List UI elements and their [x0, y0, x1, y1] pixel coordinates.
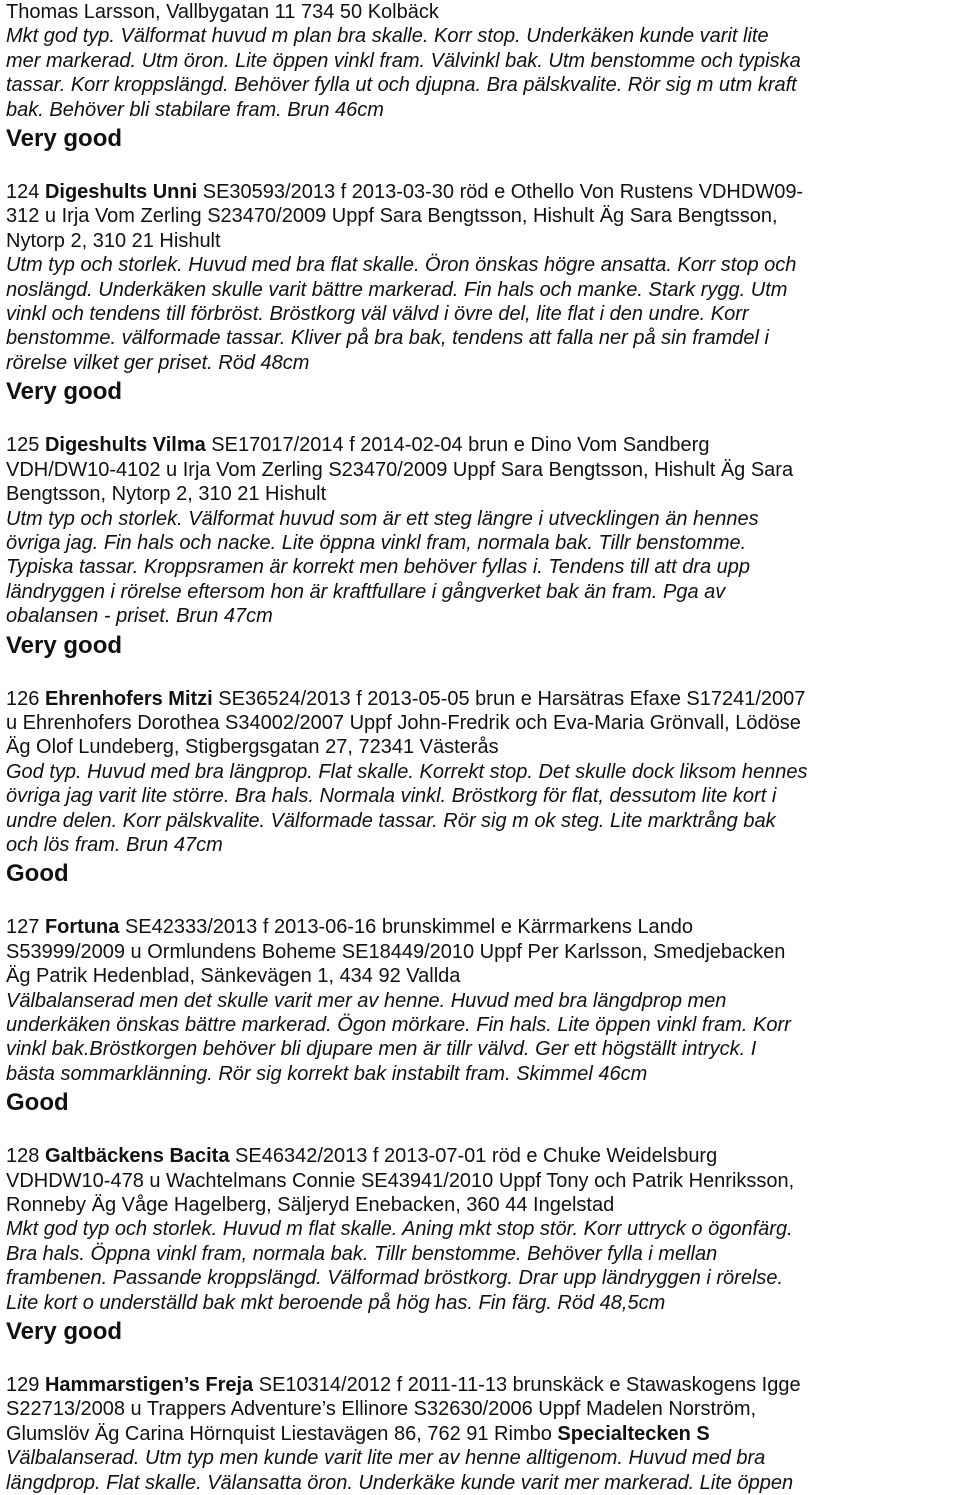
- dog-name: Digeshults Vilma: [44, 434, 206, 457]
- entry-header-line: [6, 1144, 954, 1168]
- grade: Very good: [6, 1318, 123, 1346]
- critique-line: övriga jag varit lite större. Bra hals. Normala vinkl. Bröstkorg för flat, dessutom lite kort i: [6, 785, 777, 808]
- pedigree-line: Bengtsson, Nytorp 2, 310 21 Hishult: [6, 483, 327, 506]
- critique-line: Välbalanserad men det skulle varit mer av henne. Huvud med bra längdprop men: [6, 989, 727, 1012]
- grade: Very good: [6, 125, 123, 153]
- dog-name: Galtbäckens Bacita: [44, 1145, 230, 1168]
- critique-line: och lös fram. Brun 47cm: [6, 833, 223, 856]
- registration-info: SE30593/2013 f 2013-03-30 röd e Othello Von Rustens VDHDW09-: [202, 181, 804, 204]
- entry-number: 125: [6, 434, 40, 457]
- critique-line: Mkt god typ och storlek. Huvud m flat skalle. Aning mkt stop stör. Korr uttryck o ögonfärg.: [6, 1218, 793, 1241]
- pedigree-line: Ronneby Äg Våge Hagelberg, Säljeryd Enebacken, 360 44 Ingelstad: [6, 1194, 615, 1217]
- pedigree-line: S22713/2008 u Trappers Adventure’s Ellinore S32630/2006 Uppf Madelen Norström,: [6, 1398, 757, 1421]
- critique-line: Mkt god typ. Välformat huvud m plan bra skalle. Korr stop. Underkäken kunde varit lite: [6, 25, 769, 48]
- critique-line: övriga jag. Fin hals och nacke. Lite öppna vinkl fram, normala bak. Tillr benstomme.: [6, 531, 747, 554]
- special-mark: Specialtecken S: [557, 1422, 710, 1445]
- entry-129: [6, 1373, 954, 1495]
- pedigree-line: Nytorp 2, 310 21 Hishult: [6, 229, 221, 252]
- entry-number: 128: [6, 1145, 40, 1168]
- grade: Good: [6, 1089, 69, 1117]
- entry-number: 124: [6, 181, 40, 204]
- critique-line: Typiska tassar. Kroppsramen är korrekt men behöver fyllas i. Tendens till att dra upp: [6, 556, 751, 579]
- entry-header-line: [6, 433, 954, 457]
- registration-info: SE17017/2014 f 2014-02-04 brun e Dino Vom Sandberg: [211, 434, 710, 457]
- critique-line: rörelse vilket ger priset. Röd 48cm: [6, 351, 310, 374]
- pedigree-line: Äg Patrik Hedenblad, Sänkevägen 1, 434 92 Vallda: [6, 965, 461, 988]
- grade: Good: [6, 860, 69, 888]
- registration-info: SE36524/2013 f 2013-05-05 brun e Harsätras Efaxe S17241/2007: [218, 687, 806, 710]
- entry-header-line: [6, 180, 954, 204]
- registration-info: SE42333/2013 f 2013-06-16 brunskimmel e Kärrmarkens Lando: [124, 916, 694, 939]
- critique-line: underkäken önskas bättre markerad. Ögon mörkare. Fin hals. Lite öppen vinkl fram. Korr: [6, 1014, 791, 1036]
- critique-line: God typ. Huvud med bra längprop. Flat skalle. Korrekt stop. Det skulle dock liksom hennes: [6, 760, 808, 783]
- critique-line: Lite kort o underställd bak mkt beroende på hög has. Fin färg. Röd 48,5cm: [6, 1291, 666, 1314]
- critique-line: bak. Behöver bli stabilare fram. Brun 46cm: [6, 98, 384, 121]
- pedigree-line: VDHDW10-478 u Wachtelmans Connie SE43941/2010 Uppf Tony och Patrik Henriksson,: [6, 1169, 795, 1192]
- critique-line: tassar. Korr kroppslängd. Behöver fylla ut och djupna. Bra pälskvalite. Rör sig m utm kraft: [6, 74, 797, 97]
- dog-name: Digeshults Unni: [44, 181, 198, 204]
- critique-line: längdprop. Flat skalle. Välansatta öron. Underkäke kunde varit mer markerad. Lite öppen: [6, 1471, 794, 1494]
- grade: Very good: [6, 378, 123, 406]
- registration-info: SE46342/2013 f 2013-07-01 röd e Chuke Weidelsburg: [235, 1145, 718, 1168]
- dog-name: Ehrenhofers Mitzi: [44, 687, 213, 710]
- owner-text: Glumslöv Äg Carina Hörnquist Liestavägen 86, 762 91 Rimbo: [6, 1422, 552, 1445]
- dog-name: Fortuna: [44, 916, 120, 939]
- critique-line: vinkl och tendens till förbröst. Bröstkorg väl välvd i övre del, lite flat i den undre. Korr: [6, 303, 749, 326]
- registration-info: SE10314/2012 f 2011-11-13 brunskäck e Stawaskogens Igge: [258, 1374, 801, 1397]
- entry-header-line: [6, 687, 954, 711]
- entry-127: [6, 915, 954, 1118]
- critique-line: Välbalanserad. Utm typ men kunde varit lite mer av henne alltigenom. Huvud med bra: [6, 1447, 766, 1470]
- entry-126: [6, 687, 954, 890]
- critique-line: Utm typ och storlek. Huvud med bra flat skalle. Öron önskas högre ansatta. Korr stop och: [6, 254, 797, 277]
- entry-number: 127: [6, 916, 40, 939]
- entry-128: [6, 1144, 954, 1347]
- critique-line: Bra hals. Öppna vinkl fram, normala bak. Tillr benstomme. Behöver fylla i mellan: [6, 1242, 718, 1265]
- entry-header-line: [6, 1373, 954, 1397]
- entry-125: [6, 433, 954, 660]
- entry-continued: [6, 0, 954, 154]
- critique-line: benstomme. välformade tassar. Kliver på bra bak, tendens att falla ner på sin framdel i: [6, 327, 769, 350]
- critique-line: mer markerad. Utm öron. Lite öppen vinkl fram. Välvinkl bak. Utm benstomme och typiska: [6, 49, 801, 72]
- entry-number: 126: [6, 687, 40, 710]
- critique-line: obalansen - priset. Brun 47cm: [6, 605, 273, 628]
- critique-line: bästa sommarklänning. Rör sig korrekt bak instabilt fram. Skimmel 46cm: [6, 1062, 648, 1085]
- critique-line: noslängd. Underkäken skulle varit bättre markerad. Fin hals och manke. Stark rygg. Utm: [6, 278, 788, 301]
- pedigree-line: Äg Olof Lundeberg, Stigbergsgatan 27, 72341 Västerås: [6, 736, 499, 759]
- entry-number: 129: [6, 1374, 40, 1397]
- pedigree-line: [6, 1422, 954, 1446]
- critique-line: undre delen. Korr pälskvalite. Välformade tassar. Rör sig m ok steg. Lite marktrång bak: [6, 809, 776, 832]
- critique-line: vinkl bak.Bröstkorgen behöver bli djupare men är tillr välvd. Ger ett högställt intryck. I: [6, 1038, 757, 1061]
- critique-line: Utm typ och storlek. Välformat huvud som är ett steg längre i utvecklingen än hennes: [6, 507, 759, 530]
- dog-name: Hammarstigen’s Freja: [44, 1374, 254, 1397]
- pedigree-line: VDH/DW10-4102 u Irja Vom Zerling S23470/2009 Uppf Sara Bengtsson, Hishult Äg Sara: [6, 458, 794, 481]
- entry-header-line: [6, 915, 954, 939]
- owner-line: Thomas Larsson, Vallbygatan 11 734 50 Kolbäck: [6, 1, 439, 23]
- critique-line: ländryggen i rörelse eftersom hon är kraftfullare i gångverket bak än fram. Pga av: [6, 580, 726, 603]
- pedigree-line: u Ehrenhofers Dorothea S34002/2007 Uppf John-Fredrik och Eva-Maria Grönvall, Lödöse: [6, 711, 801, 734]
- critique-line: frambenen. Passande kroppslängd. Välformad bröstkorg. Drar upp ländryggen i rörelse.: [6, 1267, 784, 1290]
- pedigree-line: S53999/2009 u Ormlundens Boheme SE18449/2010 Uppf Per Karlsson, Smedjebacken: [6, 940, 786, 963]
- entry-124: [6, 180, 954, 407]
- grade: Very good: [6, 631, 123, 659]
- pedigree-line: 312 u Irja Vom Zerling S23470/2009 Uppf Sara Bengtsson, Hishult Äg Sara Bengtsson,: [6, 205, 778, 228]
